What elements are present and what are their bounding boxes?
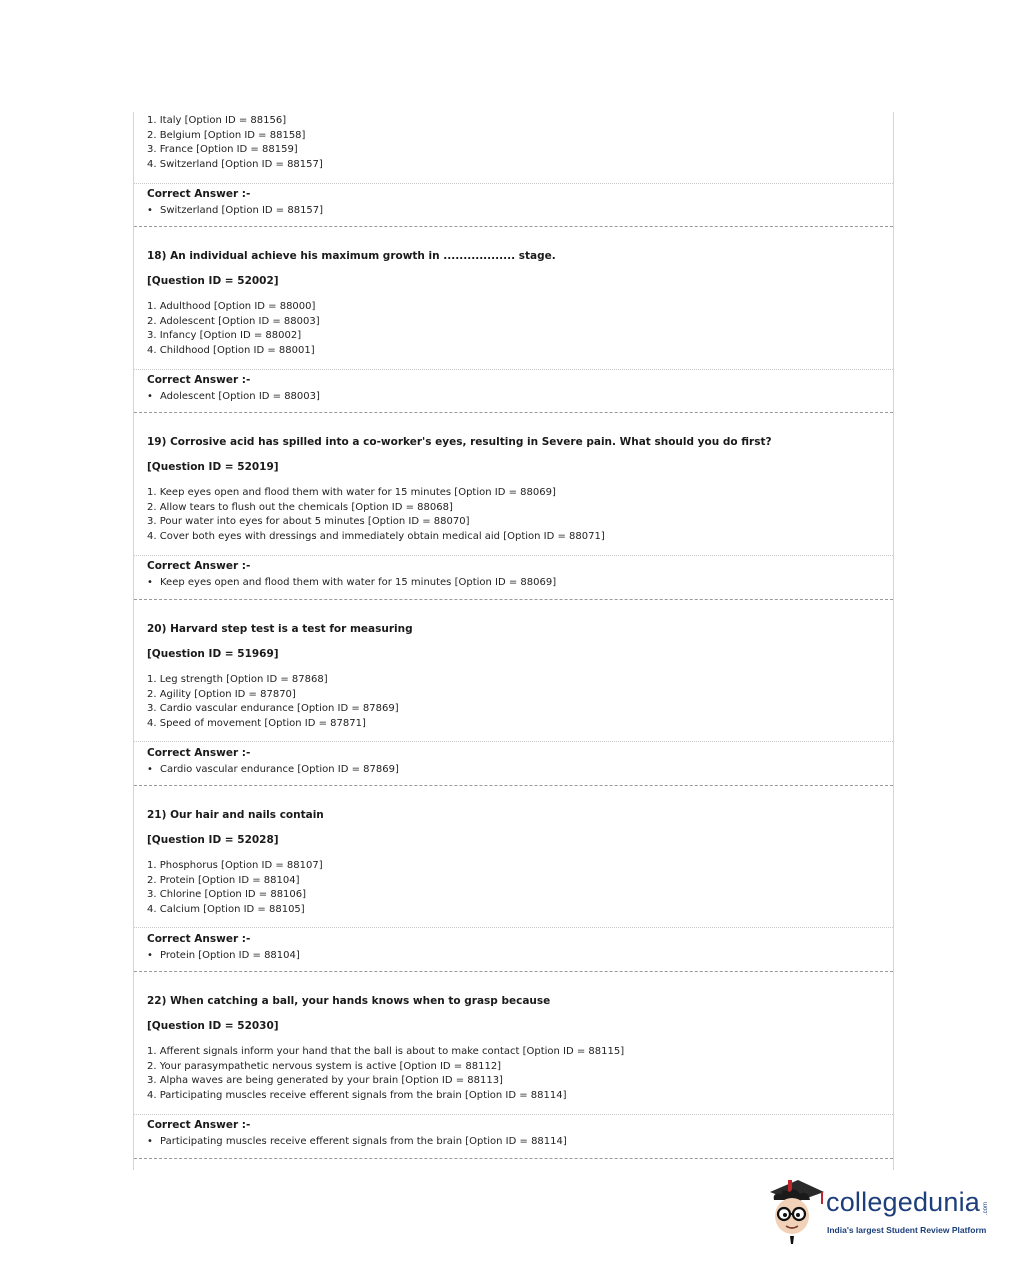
brand-tagline: India's largest Student Review Platform xyxy=(827,1225,987,1235)
correct-answer-label: Correct Answer :- xyxy=(147,933,251,945)
option: 2. Agility [Option ID = 87870] xyxy=(147,688,296,700)
question-title: 22) When catching a ball, your hands knows when to grasp because xyxy=(147,995,551,1007)
question-separator xyxy=(134,785,893,786)
divider xyxy=(134,1114,893,1115)
option: 1. Phosphorus [Option ID = 88107] xyxy=(147,860,323,871)
option: 2. Allow tears to flush out the chemicals [Option ID = 88068] xyxy=(147,501,453,513)
correct-answer-label: Correct Answer :- xyxy=(147,188,251,200)
option: 3. Alpha waves are being generated by your brain [Option ID = 88113] xyxy=(147,1075,503,1087)
option: 4. Childhood [Option ID = 88001] xyxy=(147,344,315,356)
bullet-icon: • xyxy=(147,577,153,588)
correct-answer-label: Correct Answer :- xyxy=(147,1119,251,1131)
correct-answer-text: Cardio vascular endurance [Option ID = 87869] xyxy=(160,764,399,775)
divider xyxy=(134,927,893,928)
brand-suffix: .com xyxy=(983,1202,989,1216)
question-separator xyxy=(134,1158,893,1159)
correct-answer xyxy=(147,205,323,216)
divider xyxy=(134,555,893,556)
correct-answer xyxy=(147,1136,567,1147)
question-separator xyxy=(134,412,893,413)
question-id: [Question ID = 51969] xyxy=(147,648,279,660)
option: 2. Your parasympathetic nervous system is active [Option ID = 88112] xyxy=(147,1060,502,1072)
option: 3. France [Option ID = 88159] xyxy=(147,144,298,156)
option: 3. Pour water into eyes for about 5 minutes [Option ID = 88070] xyxy=(147,516,470,528)
graduate-mascot-icon xyxy=(766,1178,826,1248)
bullet-icon: • xyxy=(147,950,153,961)
divider xyxy=(134,183,893,184)
bullet-icon: • xyxy=(147,205,153,216)
option: 2. Adolescent [Option ID = 88003] xyxy=(147,315,320,327)
correct-answer-text: Switzerland [Option ID = 88157] xyxy=(160,205,324,216)
correct-answer-text: Adolescent [Option ID = 88003] xyxy=(160,391,320,402)
correct-answer-text: Participating muscles receive efferent signals from the brain [Option ID = 88114] xyxy=(160,1136,567,1147)
question-id: [Question ID = 52002] xyxy=(147,275,279,287)
option: 2. Protein [Option ID = 88104] xyxy=(147,874,300,886)
question-id: [Question ID = 52019] xyxy=(147,461,279,473)
option: 1. Adulthood [Option ID = 88000] xyxy=(147,301,316,312)
question-separator xyxy=(134,599,893,600)
option: 1. Keep eyes open and flood them with water for 15 minutes [Option ID = 88069] xyxy=(147,487,556,498)
question-title: 20) Harvard step test is a test for measuring xyxy=(147,623,413,635)
correct-answer xyxy=(147,950,300,961)
option: 4. Calcium [Option ID = 88105] xyxy=(147,903,305,915)
option: 3. Infancy [Option ID = 88002] xyxy=(147,330,302,342)
option: 4. Switzerland [Option ID = 88157] xyxy=(147,158,323,170)
divider xyxy=(134,369,893,370)
option: 3. Cardio vascular endurance [Option ID = 87869] xyxy=(147,703,399,715)
correct-answer xyxy=(147,764,399,775)
option: 3. Chlorine [Option ID = 88106] xyxy=(147,889,307,901)
correct-answer xyxy=(147,577,556,588)
question-id: [Question ID = 52030] xyxy=(147,1020,279,1032)
correct-answer xyxy=(147,391,320,402)
question-title: 18) An individual achieve his maximum growth in .................. stage. xyxy=(147,250,556,262)
option: 2. Belgium [Option ID = 88158] xyxy=(147,129,306,141)
question-separator xyxy=(134,971,893,972)
correct-answer-label: Correct Answer :- xyxy=(147,374,251,386)
bullet-icon: • xyxy=(147,764,153,775)
collegedunia-logo xyxy=(766,1178,996,1248)
question-title: 19) Corrosive acid has spilled into a co-worker's eyes, resulting in Severe pain. What should you do first? xyxy=(147,436,772,448)
divider xyxy=(134,741,893,742)
question-paper xyxy=(133,112,894,1170)
question-title: 21) Our hair and nails contain xyxy=(147,809,324,821)
option: 1. Afferent signals inform your hand that the ball is about to make contact [Option ID = 88115] xyxy=(147,1046,625,1057)
brand-name: collegedunia xyxy=(826,1187,981,1217)
correct-answer-text: Protein [Option ID = 88104] xyxy=(160,950,300,961)
option: 4. Participating muscles receive efferent signals from the brain [Option ID = 88114] xyxy=(147,1089,567,1101)
option: 4. Cover both eyes with dressings and immediately obtain medical aid [Option ID = 88071] xyxy=(147,530,605,542)
option: 1. Italy [Option ID = 88156] xyxy=(147,115,287,126)
correct-answer-label: Correct Answer :- xyxy=(147,747,251,759)
bullet-icon: • xyxy=(147,1136,153,1147)
question-id: [Question ID = 52028] xyxy=(147,834,279,846)
option: 4. Speed of movement [Option ID = 87871] xyxy=(147,717,366,729)
bullet-icon: • xyxy=(147,391,153,402)
correct-answer-text: Keep eyes open and flood them with water for 15 minutes [Option ID = 88069] xyxy=(160,577,557,588)
correct-answer-label: Correct Answer :- xyxy=(147,560,251,572)
option: 1. Leg strength [Option ID = 87868] xyxy=(147,674,328,685)
question-separator xyxy=(134,226,893,227)
